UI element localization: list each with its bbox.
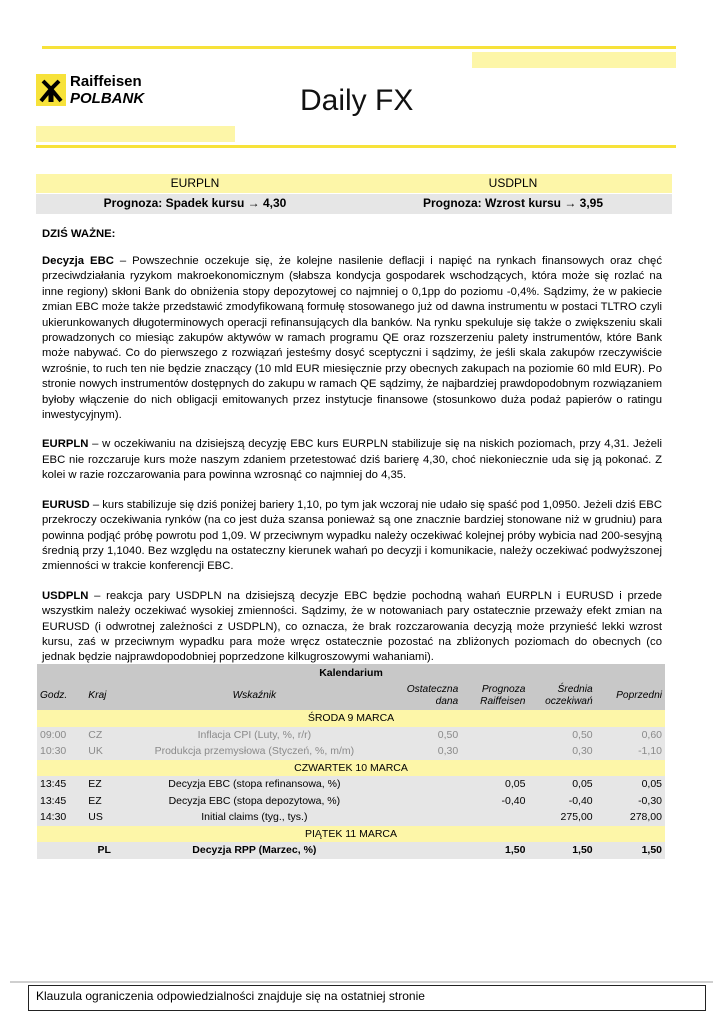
table-row [37, 743, 665, 760]
cell-previous: 1,50 [596, 842, 665, 859]
paragraph-text: – kurs stabilizuje się dziś poniżej bariery 1,10, po tym jak wczoraj nie udało się spaść pod 1,0950. Jeżeli dziś EBC przekroczy oczekiwania rynków (na co jest duża szansa ponieważ są one znacznie bardziej stonowane niż w grudniu) para powinna podjąć próbę powrotu pod 1,09. W przeciwnym wypadku należy oczekiwać kolejnej próby wybicia nad 200-sesyjną średnią przy 1,1040. Bez względu na ostateczny kierunek wahań po decyzji i komunikacie, należy oczekiwać podwyższonej zmienności w trakcie konferencji EBC. [42, 498, 662, 573]
cell-previous: -1,10 [596, 743, 665, 760]
paragraph-text: – Powszechnie oczekuje się, że kolejne nasilenie deflacji i napięć na rynkach finansowych oraz chęć przeciwdziałania ryzykom makroekonomicznym (słabsza kondycja gospodarek wschodzących, która może się rozlać na inne regiony) skłoni Bank do obniżenia stopy depozytowej co najmniej o 0,1pp do poziomu -0,4%. Sądzimy, że w pakiecie zmian EBC może także przedstawić zmodyfikowaną formułę stosowanego już od dawna instrumentu w postaci TLTRO czyli ukierunkowanych długoterminowych operacji refinansujących dla banków. Na rynku spekuluje się także o zwiększeniu skali prowadzonych co miesiąc zakupów aktywów w ramach programu QE oraz rozszerzeniu palety instrumentów, które Bank może nabywać. Co do pierwszego z rozwiązań jesteśmy dosyć sceptyczni i sądzimy, że jeśli skala zakupów rzeczywiście wzrośnie, to ruch ten nie będzie znaczący (10 mld EUR miesięcznie przy obecnych zakupach na poziomie 60 mld EUR). Po stronie nowych instrumentów dostępnych do zakupu w ramach QE sądzimy, że najbardziej prawdopodobnym rozwiązaniem byłoby włączenie do nich obligacji emitowanych przez instytucje finansowe (stosunkowo duża podaż papierów o ratingu inwestycyjnym). [42, 255, 662, 422]
header-bottom-rule [36, 145, 676, 148]
calendar-table [37, 664, 665, 859]
col-actual-line2: dana [435, 696, 459, 707]
cell-previous: 0,60 [596, 727, 665, 744]
paragraph-lead: EURPLN [42, 438, 89, 451]
paragraph-text: – reakcja pary USDPLN na dzisiejszą decyzje EBC będzie pochodną wahań EURPLN i EURUSD i przede wszystkim należy oczekiwać wysokiej zmienności. Sądzimy, że w notowaniach pary ostatecznie przeważy efekt zmian na EURUSD (i odwrotnej zależności z USDPLN), co oznacza, że brak rozczarowania decyzją może przynieść lekki wzrost kursu, zaś w przeciwnym wypadku para może wręcz ostatecznie pozostać na zbliżonych poziomach do obecnych (co jednak będzie najprawdopodobniej poprzedzone kilkugroszowymi wahaniami). [42, 589, 662, 664]
cell-country: US [85, 809, 123, 826]
cell-indicator: Produkcja przemysłowa (Styczeń, %, m/m) [123, 743, 386, 760]
cell-forecast [461, 727, 528, 744]
forecast-pair-eurpln: EURPLN [170, 176, 220, 190]
cell-actual: 0,30 [386, 743, 462, 760]
day-label: ŚRODA 9 MARCA [37, 710, 665, 727]
day-row [37, 710, 665, 727]
header-top-rule [42, 46, 676, 49]
col-country: Kraj [85, 682, 123, 710]
table-row [37, 842, 665, 859]
col-forecast-line1: Prognoza [481, 684, 526, 695]
table-row [37, 776, 665, 793]
cell-consensus: 275,00 [528, 809, 595, 826]
col-forecast-line2: Raiffeisen [480, 696, 526, 707]
cell-country: EZ [85, 776, 123, 793]
table-row [37, 793, 665, 810]
cell-actual [386, 842, 462, 859]
cell-forecast: -0,40 [461, 793, 528, 810]
cell-consensus: 0,05 [528, 776, 595, 793]
col-actual-line1: Ostateczna [406, 684, 459, 695]
cell-time: 10:30 [37, 743, 85, 760]
paragraph-ebc [42, 254, 662, 423]
day-label: CZWARTEK 10 MARCA [37, 760, 665, 777]
cell-previous: -0,30 [596, 793, 665, 810]
header-accent-box-right [472, 52, 676, 68]
header-accent-box-left [36, 126, 235, 142]
forecast-eurpln: Prognoza: Spadek kursu → 4,30 [103, 196, 287, 210]
cell-actual [386, 809, 462, 826]
cell-consensus: 0,30 [528, 743, 595, 760]
cell-forecast [461, 743, 528, 760]
day-row [37, 760, 665, 777]
paragraph-usdpln [42, 589, 662, 666]
cell-time: 13:45 [37, 776, 85, 793]
cell-indicator: Decyzja EBC (stopa refinansowa, %) [123, 776, 386, 793]
cell-country: PL [85, 842, 123, 859]
cell-actual: 0,50 [386, 727, 462, 744]
cell-forecast: 0,05 [461, 776, 528, 793]
cell-forecast [461, 809, 528, 826]
table-row [37, 809, 665, 826]
cell-time: 09:00 [37, 727, 85, 744]
cell-country: EZ [85, 793, 123, 810]
calendar [37, 664, 665, 859]
cell-indicator: Decyzja RPP (Marzec, %) [123, 842, 386, 859]
commentary [42, 254, 662, 680]
forecast-header-row [36, 174, 672, 193]
col-consensus-line1: Średnia [557, 684, 593, 695]
cell-indicator: Inflacja CPI (Luty, %, r/r) [123, 727, 386, 744]
cell-indicator: Decyzja EBC (stopa depozytowa, %) [123, 793, 386, 810]
cell-previous: 278,00 [596, 809, 665, 826]
paragraph-lead: EURUSD [42, 498, 90, 511]
col-indicator: Wskaźnik [123, 682, 386, 710]
day-label: PIĄTEK 11 MARCA [37, 826, 665, 843]
raiffeisen-logo-icon [36, 74, 66, 106]
paragraph-eurpln [42, 437, 662, 483]
logo-text-polbank: POLBANK [70, 90, 145, 107]
forecast-usdpln: Prognoza: Wzrost kursu → 3,95 [422, 196, 604, 210]
footer-disclaimer: Klauzula ograniczenia odpowiedzialności znajduje się na ostatniej stronie [36, 989, 425, 1003]
cell-consensus: 0,50 [528, 727, 595, 744]
paragraph-lead: Decyzja EBC [42, 255, 114, 267]
calendar-title-row [37, 664, 665, 682]
cell-time: 14:30 [37, 809, 85, 826]
day-row [37, 826, 665, 843]
footer-rule [10, 981, 713, 983]
paragraph-eurusd [42, 498, 662, 575]
cell-forecast: 1,50 [461, 842, 528, 859]
cell-actual [386, 776, 462, 793]
calendar-header-row [37, 682, 665, 710]
col-consensus [528, 682, 595, 710]
page-title: Daily FX [300, 84, 414, 117]
paragraph-text: – w oczekiwaniu na dzisiejszą decyzję EBC kurs EURPLN stabilizuje się na niskich poziomach, przy 4,31. Jeżeli EBC nie rozczaruje kurs może naszym zdaniem przetestować dziś barierę 4,30, choć niekoniecznie uda się ją pokonać. Z kolei w razie rozczarowania para powinna wzrosnąć co najmniej do 4,35. [42, 438, 662, 482]
col-actual [386, 682, 462, 710]
cell-previous: 0,05 [596, 776, 665, 793]
forecast-pair-usdpln: USDPLN [488, 176, 538, 190]
col-time: Godz. [37, 682, 85, 710]
section-heading: DZIŚ WAŻNE: [42, 228, 116, 240]
cell-country: CZ [85, 727, 123, 744]
cell-consensus: -0,40 [528, 793, 595, 810]
table-row [37, 727, 665, 744]
forecast-value-row [36, 194, 672, 214]
cell-time: 13:45 [37, 793, 85, 810]
cell-consensus: 1,50 [528, 842, 595, 859]
logo-text-raiffeisen: Raiffeisen [70, 73, 142, 90]
cell-indicator: Initial claims (tyg., tys.) [123, 809, 386, 826]
cell-time [37, 842, 85, 859]
cell-country: UK [85, 743, 123, 760]
col-forecast [461, 682, 528, 710]
calendar-title: Kalendarium [37, 664, 665, 682]
col-previous: Poprzedni [596, 682, 665, 710]
col-consensus-line2: oczekiwań [545, 696, 593, 707]
paragraph-lead: USDPLN [42, 589, 89, 602]
cell-actual [386, 793, 462, 810]
